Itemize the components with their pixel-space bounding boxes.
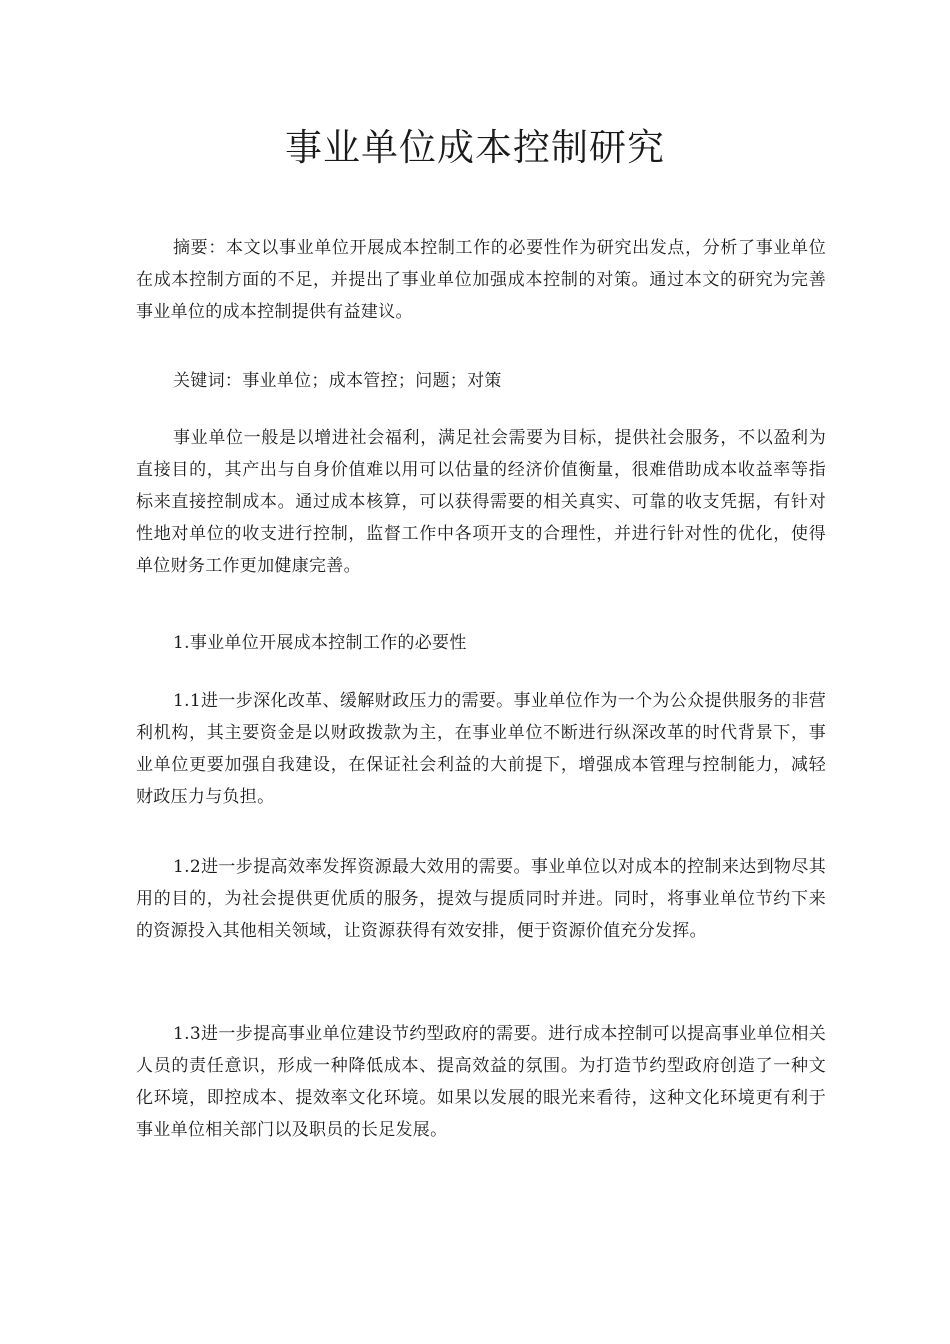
document-title: 事业单位成本控制研究: [285, 126, 665, 169]
intro-paragraph: 事业单位一般是以增进社会福利，满足社会需要为目标，提供社会服务，不以盈利为直接目的，其产出与自身价值难以用可以估量的经济价值衡量，很难借助成本收益率等指标来直接控制成本。通过成本核算，可以获得需要的相关真实、可靠的收支凭据，有针对性地对单位的收支进行控制，监督工作中各项开支的合理性，并进行针对性的优化，使得单位财务工作更加健康完善。: [136, 428, 826, 576]
keywords-paragraph: 关键词：事业单位；成本管控；问题；对策: [173, 371, 502, 391]
section-heading: 1.事业单位开展成本控制工作的必要性: [173, 633, 467, 653]
subsection-1-3-paragraph: 1.3进一步提高事业单位建设节约型政府的需要。进行成本控制可以提高事业单位相关人员的责任意识，形成一种降低成本、提高效益的氛围。为打造节约型政府创造了一种文化环境，即控成本、提效率文化环境。如果以发展的眼光来看待，这种文化环境更有利于事业单位相关部门以及职员的长足发展。: [136, 1024, 826, 1140]
subsection-1-2-paragraph: 1.2进一步提高效率发挥资源最大效用的需要。事业单位以对成本的控制来达到物尽其用的目的，为社会提供更优质的服务，提效与提质同时并进。同时，将事业单位节约下来的资源投入其他相关领域，让资源获得有效安排，便于资源价值充分发挥。: [136, 857, 826, 941]
subsection-1-1-paragraph: 1.1进一步深化改革、缓解财政压力的需要。事业单位作为一个为公众提供服务的非营利机构，其主要资金是以财政拨款为主，在事业单位不断进行纵深改革的时代背景下，事业单位更要加强自我建设，在保证社会利益的大前提下，增强成本管理与控制能力，减轻财政压力与负担。: [136, 691, 826, 807]
abstract-paragraph: 摘要：本文以事业单位开展成本控制工作的必要性作为研究出发点，分析了事业单位在成本控制方面的不足，并提出了事业单位加强成本控制的对策。通过本文的研究为完善事业单位的成本控制提供有益建议。: [136, 238, 826, 322]
